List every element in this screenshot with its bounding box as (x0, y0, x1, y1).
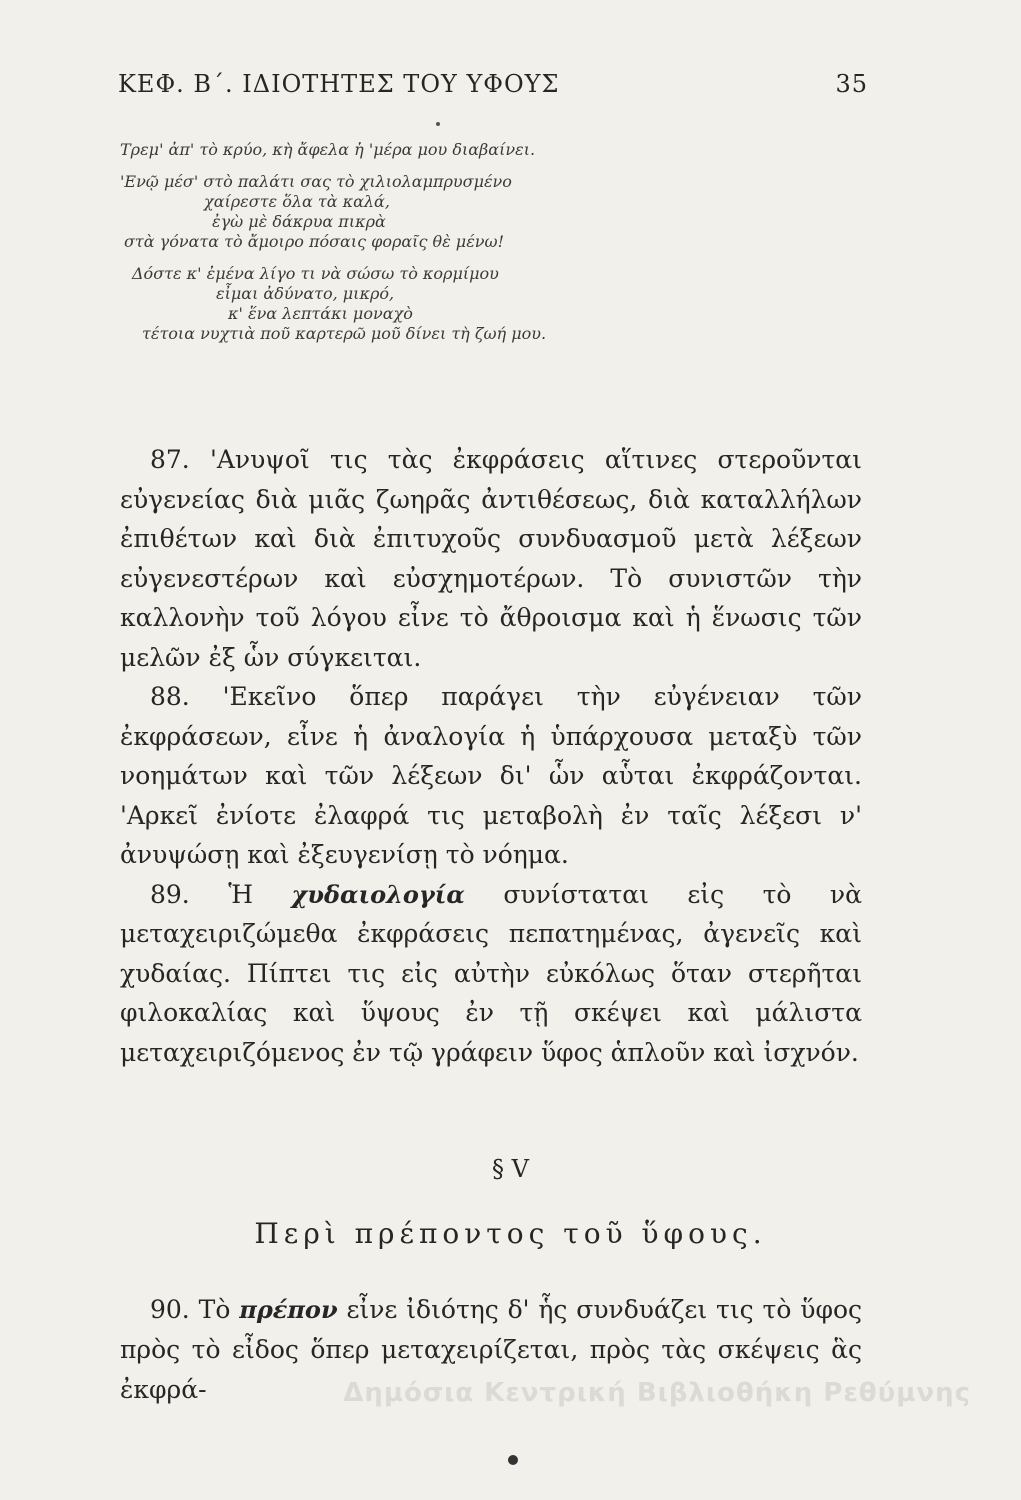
poem-line: στὰ γόνατα τὸ ἄμοιρο πόσαις φοραῖς θὲ μένω! (124, 232, 504, 251)
poem-block (120, 140, 860, 344)
poem-line: Δόστε κ' ἐμένα λίγο τι νὰ σώσω τὸ κορμίμου (132, 264, 499, 283)
defined-term: πρέπον (239, 1295, 338, 1324)
poem-line: εἶμαι ἀδύνατο, μικρό, (216, 284, 395, 303)
paragraph-text: 'Ανυψοῖ τις τὰς ἐκφράσεις αἵτινες στεροῦνται εὐγενείας διὰ μιᾶς ζωηρᾶς ἀντιθέσεως, διὰ καταλλήλων ἐπιθέτων καὶ διὰ ἐπιτυχοῦς συνδυασμοῦ μετὰ λέξεων εὐγενεστέρων καὶ εὐσχημοτέρων. Τὸ συνιστῶν τὴν καλλονὴν τοῦ λόγου εἶνε τὸ ἄθροισμα καὶ ἡ ἕνωσις τῶν μελῶν ἐξ ὧν σύγκειται. (120, 445, 862, 672)
paragraph-lead: Τὸ (198, 1295, 231, 1324)
page-number: 35 (835, 70, 868, 98)
poem-stanza-gap (120, 160, 860, 172)
running-header (118, 70, 868, 110)
running-title: ΚΕΦ. Β΄. ΙΔΙΟΤΗΤΕΣ ΤΟΥ ΥΦΟΥΣ (118, 70, 560, 98)
poem-line: χαίρεστε ὅλα τὰ καλά, (204, 192, 390, 211)
paragraph-number: 87. (150, 445, 190, 474)
ink-dot (436, 122, 440, 126)
paragraph-89 (120, 875, 862, 1073)
poem-line: 'Ενῷ μέσ' στὸ παλάτι σας τὸ χιλιολαμπρυσμένο (120, 172, 512, 191)
paragraph-lead: Ἡ (228, 879, 254, 909)
paragraph-88 (120, 677, 862, 875)
poem-stanza-gap (120, 252, 860, 264)
paragraph-number: 89. (150, 879, 190, 909)
defined-term: χυδαιολογία (291, 879, 465, 909)
section-title: Περὶ πρέποντος τοῦ ὕφους. (254, 1217, 767, 1250)
poem-line: κ' ἕνα λεπτάκι μοναχὸ (228, 304, 413, 323)
library-stamp: Δημόσια Κεντρική Βιβλιοθήκη Ρεθύμνης (343, 1378, 971, 1408)
paragraph-text: 'Εκεῖνο ὅπερ παράγει τὴν εὐγένειαν τῶν ἐκφράσεων, εἶνε ἡ ἀναλογία ἡ ὑπάρχουσα μεταξὺ τῶν νοημάτων καὶ τῶν λέξεων δι' ὧν αὗται ἐκφράζονται. 'Αρκεῖ ἐνίοτε ἐλαφρά τις μεταβολὴ ἐν ταῖς λέξεσι ν' ἀνυψώσῃ καὶ ἐξευγενίσῃ τὸ νόημα. (120, 682, 863, 869)
section-mark: § V (492, 1155, 529, 1183)
body-text (120, 440, 862, 1072)
poem-line: τέτοια νυχτιὰ ποῦ καρτερῶ μοῦ δίνει τὴ ζωή μου. (142, 324, 547, 343)
paragraph-number: 88. (150, 682, 190, 711)
poem-line: Τρεμ' ἀπ' τὸ κρύο, κὴ ἄφελα ἡ 'μέρα μου διαβαίνει. (120, 140, 536, 159)
poem-line: ἐγὼ μὲ δάκρυα πικρὰ (212, 212, 386, 231)
paragraph-number: 90. (150, 1295, 190, 1324)
paragraph-87 (120, 440, 862, 677)
paragraph-text: συνίσταται εἰς τὸ νὰ μεταχειριζώμεθα ἐκφράσεις πεπατημένας, ἀγενεῖς καὶ χυδαίας. Πίπτει τις εἰς αὐτὴν εὐκόλως ὅταν στερῆται φιλοκαλίας καὶ ὕψους ἐν τῇ σκέψει καὶ μάλιστα μεταχειριζόμενος ἐν τῷ γράφειν ὕφος ἁπλοῦν καὶ ἰσχνόν. (120, 879, 863, 1067)
ink-dot (508, 1455, 518, 1465)
paragraph-text: εἶνε ἰδιότης δ' ἧς συνδυάζει τις τὸ ὕφος πρὸς τὸ εἶδος ὅπερ μεταχειρίζεται, πρὸς τὰς σκέψεις ἃς ἐκφρά- (120, 1295, 863, 1404)
